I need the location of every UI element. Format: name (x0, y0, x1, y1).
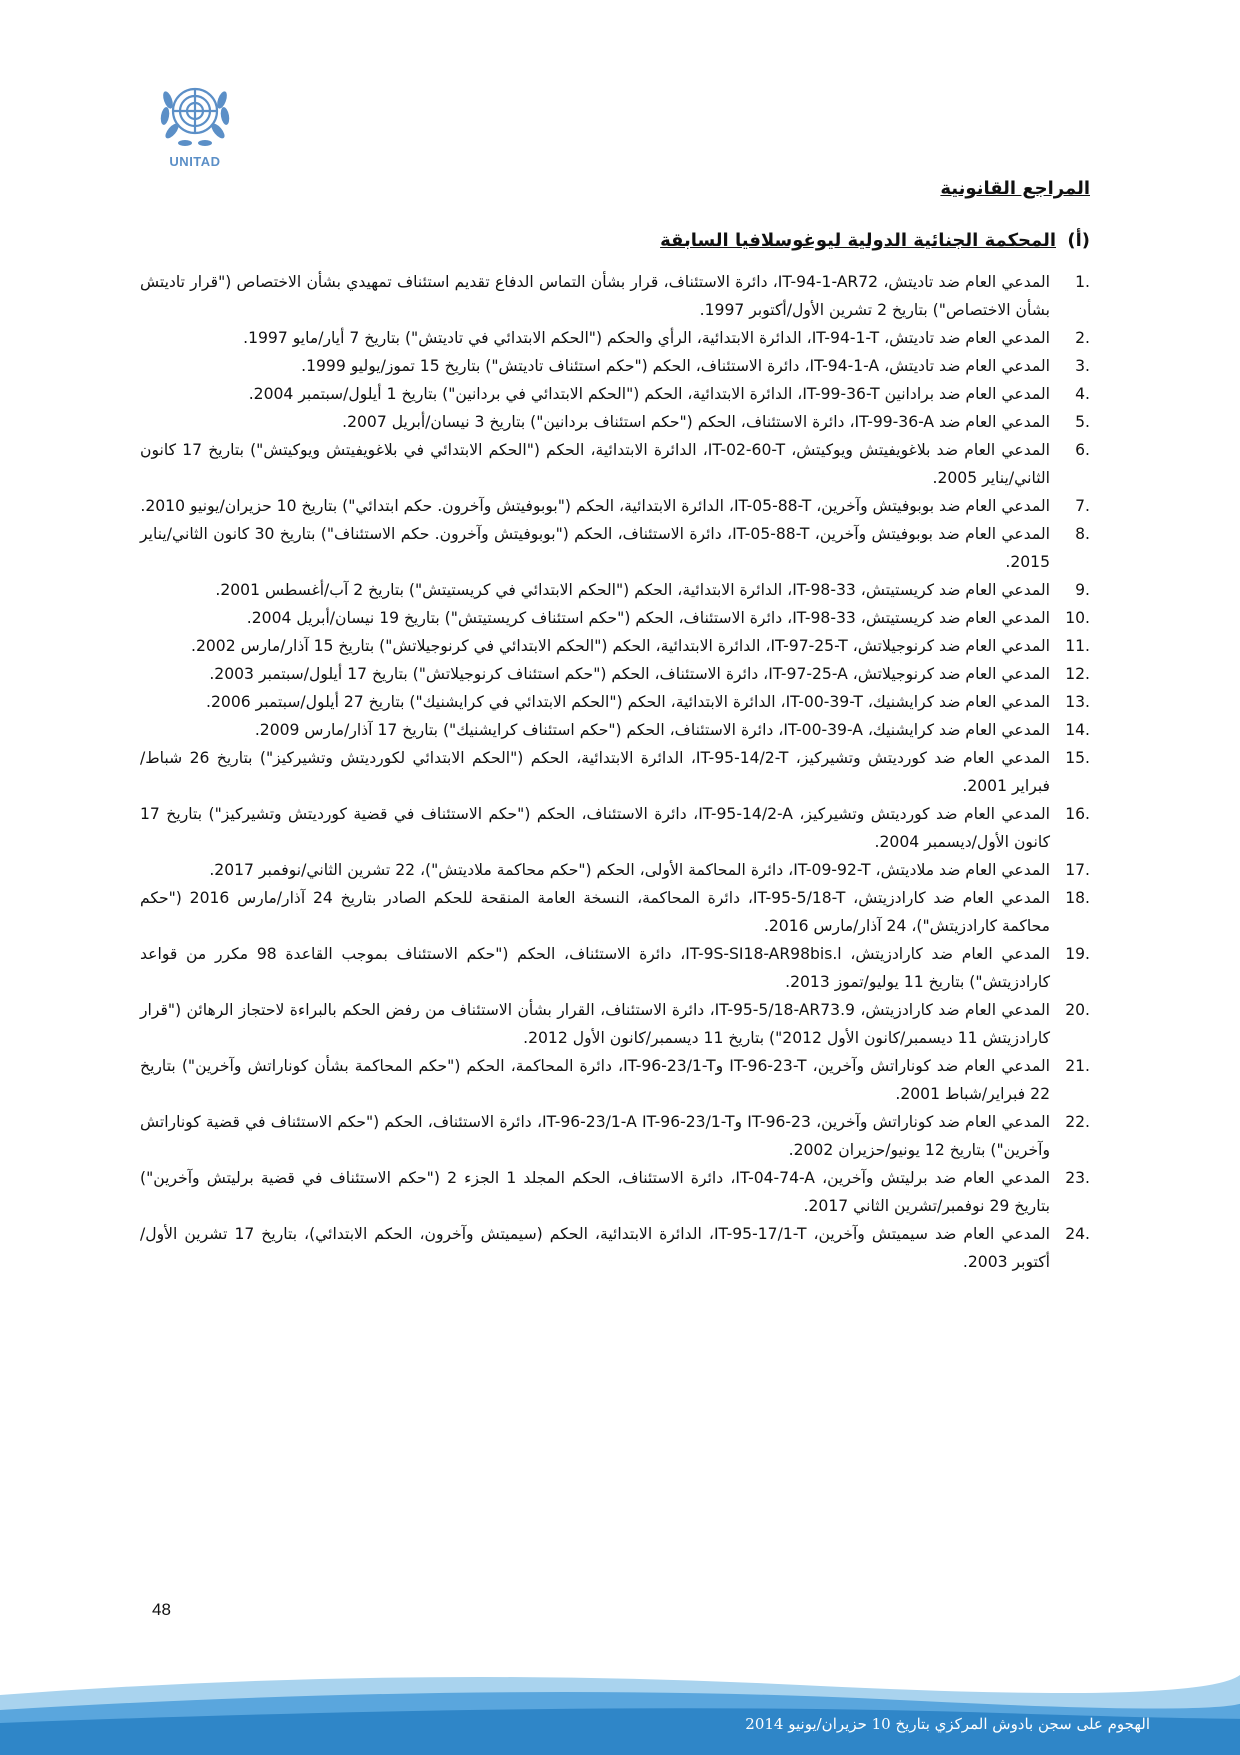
reference-number: 21. (1065, 1057, 1090, 1075)
reference-number: 9. (1075, 581, 1090, 599)
reference-number: 7. (1075, 497, 1090, 515)
reference-item (140, 268, 1090, 324)
reference-text: المدعي العام ضد برليتش وآخرين، IT-04-74-A، دائرة الاستئناف، الحكم المجلد 1 الجزء 2 ("حكم الاستئناف في قضية برليتش وآخرين") بتاريخ 29 نوفمبر/تشرين الثاني 2017. (140, 1169, 1050, 1215)
reference-item (140, 856, 1090, 884)
reference-text: المدعي العام ضد كوناراتش وآخرين، IT-96-23 وIT-96-23/1-A IT-96-23/1-T، دائرة الاستئناف، الحكم ("حكم الاستئناف في قضية كوناراتش وآخرين") بتاريخ 12 يونيو/حزيران 2002. (140, 1113, 1050, 1159)
reference-item (140, 576, 1090, 604)
reference-number: 14. (1065, 721, 1090, 739)
reference-number: 3. (1075, 357, 1090, 375)
reference-number: 6. (1075, 441, 1090, 459)
reference-text: المدعي العام ضد سيميتش وآخرين، IT-95-17/1-T، الدائرة الابتدائية، الحكم (سيميتش وآخرون، الحكم الابتدائي)، بتاريخ 17 تشرين الأول/أكتوبر 2003. (140, 1225, 1050, 1271)
reference-text: المدعي العام ضد كرايشنيك، IT-00-39-A، دائرة الاستئناف، الحكم ("حكم استئناف كرايشنيك") بتاريخ 17 آذار/مارس 2009. (254, 721, 1050, 739)
reference-number: 2. (1075, 329, 1090, 347)
footer-text: الهجوم على سجن بادوش المركزي بتاريخ 10 حزيران/يونيو 2014 (745, 1715, 1150, 1733)
reference-number: 18. (1065, 889, 1090, 907)
reference-text: المدعي العام ضد بلاغويفيتش ويوكيتش، IT-02-60-T، الدائرة الابتدائية، الحكم ("الحكم الابتدائي في بلاغويفيتش ويوكيتش") بتاريخ 17 كانون الثاني/يناير 2005. (140, 441, 1050, 487)
reference-text: المدعي العام ضد كارادزيتش، IT-95-5/18-T، دائرة المحاكمة، النسخة العامة المنقحة للحكم الصادر بتاريخ 24 آذار/مارس 2016 ("حكم محاكمة كارادزيتش")، 24 آذار/مارس 2016. (140, 889, 1050, 935)
reference-item (140, 688, 1090, 716)
reference-text: المدعي العام ضد كوناراتش وآخرين، IT-96-23-T وIT-96-23/1-T، دائرة المحاكمة، الحكم ("حكم المحاكمة بشأن كوناراتش وآخرين") بتاريخ 22 فبراير/شباط 2001. (140, 1057, 1051, 1103)
reference-text: المدعي العام ضد كارادزيتش، IT-95-5/18-AR73.9، دائرة الاستئناف، القرار بشأن الاستئناف من رفض الحكم بالبراءة لاحتجاز الرهائن ("قرار كارادزيتش 11 ديسمبر/كانون الأول 2012") بتاريخ 11 ديسمبر/كانون الأول 2012. (140, 1001, 1050, 1047)
reference-number: 24. (1065, 1225, 1090, 1243)
reference-item (140, 436, 1090, 492)
reference-item (140, 1108, 1090, 1164)
reference-item (140, 1164, 1090, 1220)
reference-number: 1. (1075, 273, 1090, 291)
reference-number: 16. (1065, 805, 1090, 823)
reference-text: المدعي العام ضد IT-99-36-A، دائرة الاستئناف، الحكم ("حكم استئناف بردانين") بتاريخ 3 نيسان/أبريل 2007. (342, 413, 1050, 431)
footer-wave-graphic (0, 1655, 1240, 1755)
footer-band (0, 1655, 1240, 1755)
reference-item (140, 716, 1090, 744)
logo-text: UNITAD (169, 154, 221, 169)
reference-item (140, 632, 1090, 660)
reference-list (140, 268, 1090, 1276)
reference-number: 10. (1065, 609, 1090, 627)
reference-text: المدعي العام ضد بوبوفيتش وآخرين، IT-05-88-T، دائرة الاستئناف، الحكم ("بوبوفيتش وآخرون. حكم الاستئناف") بتاريخ 30 كانون الثاني/يناير 2015. (140, 525, 1050, 571)
reference-item (140, 800, 1090, 856)
reference-number: 8. (1075, 525, 1090, 543)
reference-item (140, 884, 1090, 940)
reference-text: المدعي العام ضد كورديتش وتشيركيز، IT-95-14/2-A، دائرة الاستئناف، الحكم ("حكم الاستئناف في قضية كورديتش وتشيركيز") بتاريخ 17 كانون الأول/ديسمبر 2004. (140, 805, 1050, 851)
reference-item (140, 940, 1090, 996)
reference-number: 23. (1065, 1169, 1090, 1187)
reference-number: 22. (1065, 1113, 1090, 1131)
reference-text: المدعي العام ضد بوبوفيتش وآخرين، IT-05-88-T، الدائرة الابتدائية، الحكم ("بوبوفيتش وآخرون. حكم ابتدائي") بتاريخ 10 حزيران/يونيو 2010. (140, 497, 1050, 515)
reference-item (140, 408, 1090, 436)
page-content (140, 176, 1090, 1276)
reference-text: المدعي العام ضد كرايشنيك، IT-00-39-T، الدائرة الابتدائية، الحكم ("الحكم الابتدائي في كرايشنيك") بتاريخ 27 أيلول/سبتمبر 2006. (206, 693, 1050, 711)
reference-item (140, 744, 1090, 800)
reference-number: 15. (1065, 749, 1090, 767)
reference-text: المدعي العام ضد تاديتش، IT-94-1-T، الدائرة الابتدائية، الرأي والحكم ("الحكم الابتدائي في تاديتش") بتاريخ 7 أيار/مايو 1997. (243, 329, 1050, 347)
reference-item (140, 492, 1090, 520)
reference-text: المدعي العام ضد كورديتش وتشيركيز، IT-95-14/2-T، الدائرة الابتدائية، الحكم ("الحكم الابتدائي لكورديتش وتشيركيز") بتاريخ 26 شباط/فبراير 2001. (140, 749, 1050, 795)
reference-item (140, 996, 1090, 1052)
section-heading: المراجع القانونية (940, 178, 1090, 199)
reference-number: 17. (1065, 861, 1090, 879)
reference-text: المدعي العام ضد كريستيتش، IT-98-33، دائرة الاستئناف، الحكم ("حكم استئناف كريستيتش") بتاريخ 19 نيسان/أبريل 2004. (246, 609, 1050, 627)
reference-number: 19. (1065, 945, 1090, 963)
reference-item (140, 520, 1090, 576)
reference-number: 11. (1065, 637, 1090, 655)
reference-text: المدعي العام ضد تاديتش، IT-94-1-A، دائرة الاستئناف، الحكم ("حكم استئناف تاديتش") بتاريخ 15 تموز/يوليو 1999. (301, 357, 1050, 375)
reference-item (140, 660, 1090, 688)
reference-number: 13. (1065, 693, 1090, 711)
reference-item (140, 1052, 1090, 1108)
reference-item (140, 604, 1090, 632)
reference-text: المدعي العام ضد تاديتش، IT-94-1-AR72، دائرة الاستئناف، قرار بشأن التماس الدفاع تقديم استئناف تمهيدي بشأن الاختصاص ("قرار تاديتش بشأن الاختصاص") بتاريخ 2 تشرين الأول/أكتوبر 1997. (140, 273, 1050, 319)
reference-item (140, 352, 1090, 380)
page-number: 48 (152, 1600, 171, 1619)
subsection-title: المحكمة الجنائية الدولية ليوغوسلافيا السابقة (660, 230, 1056, 251)
reference-text: المدعي العام ضد برادانين IT-99-36-T، الدائرة الابتدائية، الحكم ("الحكم الابتدائي في بردانين") بتاريخ 1 أيلول/سبتمبر 2004. (248, 385, 1050, 403)
reference-text: المدعي العام ضد كريستيتش، IT-98-33، الدائرة الابتدائية، الحكم ("الحكم الابتدائي في كريستيتش") بتاريخ 2 آب/أغسطس 2001. (215, 581, 1050, 599)
reference-item (140, 380, 1090, 408)
reference-text: المدعي العام ضد كرنوجيلاتش، IT-97-25-A، دائرة الاستئناف، الحكم ("حكم استئناف كرنوجيلاتش") بتاريخ 17 أيلول/سبتمبر 2003. (209, 665, 1050, 683)
reference-number: 20. (1065, 1001, 1090, 1019)
reference-item (140, 324, 1090, 352)
reference-number: 4. (1075, 385, 1090, 403)
subsection-heading (140, 228, 1090, 254)
un-emblem-icon (154, 70, 236, 152)
un-logo (140, 70, 250, 190)
reference-text: المدعي العام ضد ملاديتش، IT-09-92-T، دائرة المحاكمة الأولى، الحكم ("حكم محاكمة ملاديتش")، 22 تشرين الثاني/نوفمبر 2017. (209, 861, 1050, 879)
subsection-marker: (أ) (1067, 230, 1090, 251)
reference-text: المدعي العام ضد كرنوجيلاتش، IT-97-25-T، الدائرة الابتدائية، الحكم ("الحكم الابتدائي في كرنوجيلاتش") بتاريخ 15 آذار/مارس 2002. (190, 637, 1050, 655)
reference-number: 12. (1065, 665, 1090, 683)
reference-text: المدعي العام ضد كارادزيتش، IT-9S-SI18-AR98bis.l، دائرة الاستئناف، الحكم ("حكم الاستئناف بموجب القاعدة 98 مكرر من قواعد كارادزيتش") بتاريخ 11 يوليو/تموز 2013. (140, 945, 1051, 991)
reference-number: 5. (1075, 413, 1090, 431)
reference-item (140, 1220, 1090, 1276)
